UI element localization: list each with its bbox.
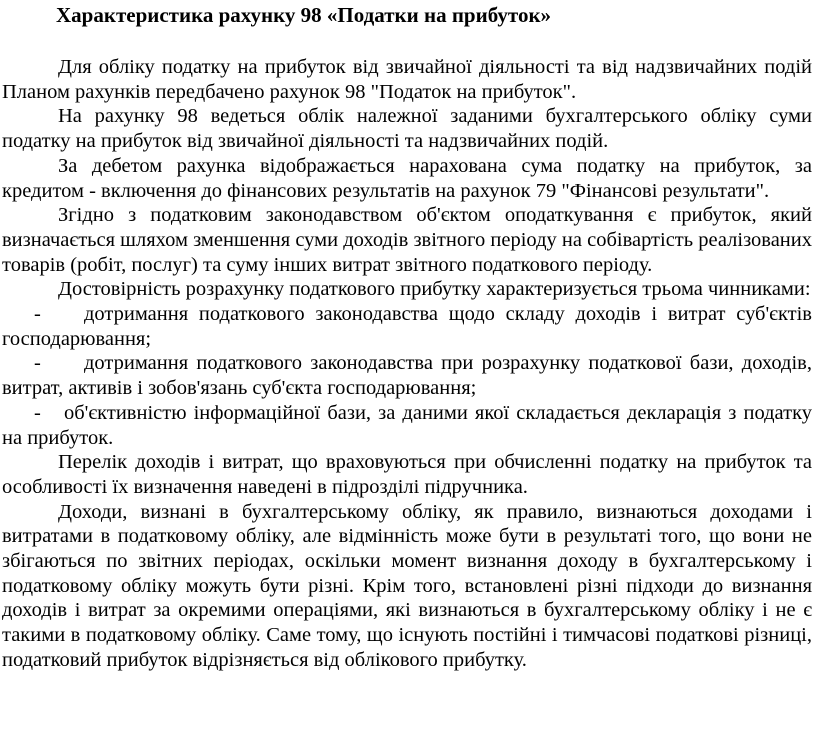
- bullet-item: [2, 401, 812, 450]
- bullet-marker: -: [34, 401, 41, 424]
- bullet-item: [2, 302, 812, 351]
- paragraph-taxable-object: Згідно з податковим законодавством об'єктом оподаткування є прибуток, який визначається шляхом зменшення суми доходів звітного періоду на собівартість реалізованих товарів (робіт, послуг) та суму інших витрат звітного податкового періоду.: [2, 204, 812, 276]
- bullet-text: дотримання податкового законодавства щодо складу доходів і витрат суб'єктів господарювання;: [2, 303, 812, 350]
- bullet-marker: -: [34, 303, 41, 326]
- paragraph-reliability-factors: Достовірність розрахунку податкового прибутку характеризується трьома чинниками:: [58, 278, 811, 301]
- paragraph-account-scope: На рахунку 98 ведеться облік належної заданими бухгалтерського обліку суми податку на прибуток від звичайної діяльності та надзвичайних подій.: [2, 105, 812, 153]
- document-title: Характеристика рахунку 98 «Податки на прибуток»: [56, 3, 552, 27]
- paragraph-account-purpose: Для обліку податку на прибуток від звичайної діяльності та від надзвичайних подій Планом рахунків передбачено рахунок 98 "Податок на прибуток".: [2, 56, 812, 103]
- paragraph-tax-differences: Доходи, визнані в бухгалтерському обліку, як правило, визнаються доходами і витратами в податковому обліку, але відмінність може бути в результаті того, що вони не збігаються по звітних періодах, оскільки момент визнання доходу в бухгалтерському і податковому обліку можуть бути різні. Крім того, встановлені різні підходи до визнання доходів і витрат за окремими операціями, які визнаються в бухгалтерському обліку і не є такими в податковому обліку. Саме тому, що існують постійні і тимчасові податкові різниці, податковий прибуток відрізняється від облікового прибутку.: [2, 500, 812, 671]
- paragraph-income-expense-list: Перелік доходів і витрат, що враховуються при обчисленні податку на прибуток та особливості їх визначення наведені в підрозділі підручника.: [2, 451, 812, 498]
- bullet-marker: -: [34, 352, 41, 375]
- paragraph-debit-credit: За дебетом рахунка відображається нарахована сума податку на прибуток, за кредитом - включення до фінансових результатів на рахунок 79 "Фінансові результати".: [2, 154, 812, 202]
- document-body: [2, 55, 812, 673]
- bullet-item: [2, 351, 812, 400]
- bullet-text: об'єктивністю інформаційної бази, за даними якої складається декларація з податку на прибуток.: [2, 401, 812, 449]
- bullet-text: дотримання податкового законодавства при розрахунку податкової бази, доходів, витрат, активів і зобов'язань суб'єкта господарювання;: [2, 352, 812, 400]
